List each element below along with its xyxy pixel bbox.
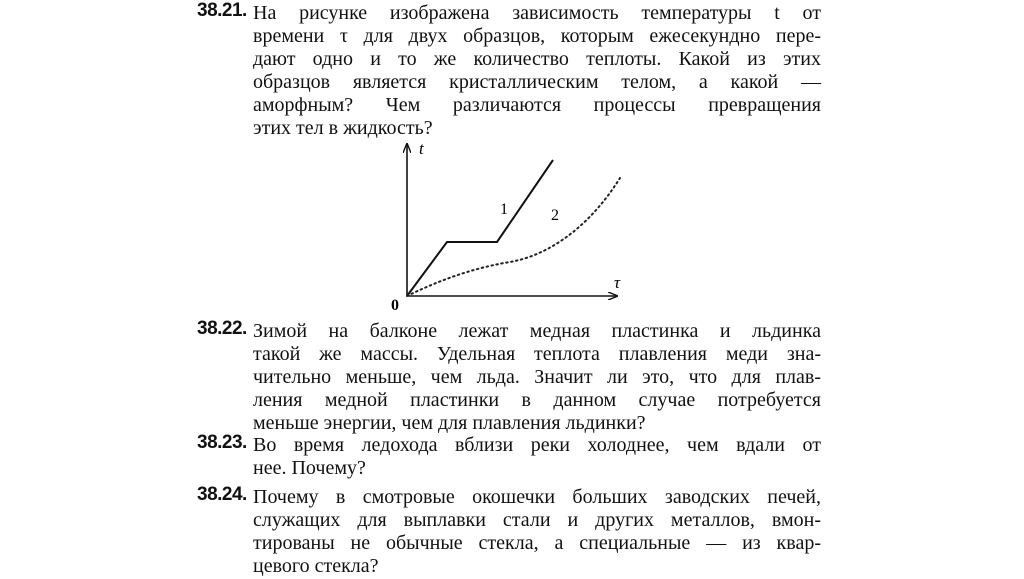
problem-text-line: чительно меньше, чем льда. Значит ли это, что для плав- bbox=[253, 366, 821, 388]
problem-number: 38.22. bbox=[197, 318, 247, 339]
problem-number: 38.23. bbox=[197, 432, 247, 453]
problem-text-line: аморфным? Чем различаются процессы превращения bbox=[253, 94, 821, 116]
curve-1-label: 1 bbox=[500, 201, 508, 218]
problem-text-line: меньше энергии, чем для плавления льдинки? bbox=[253, 412, 646, 434]
problem-text-line: служащих для выплавки стали и других металлов, вмон- bbox=[253, 509, 821, 531]
problem-text-line: этих тел в жидкость? bbox=[253, 117, 433, 139]
problem-text-line: нее. Почему? bbox=[253, 457, 366, 479]
x-axis-label: τ bbox=[614, 273, 621, 292]
temperature-time-graph bbox=[385, 138, 635, 318]
origin-label: 0 bbox=[391, 297, 399, 314]
problem-text-line: тированы не обычные стекла, а специальные — из квар- bbox=[253, 532, 821, 554]
problem-text-line: Во время ледохода вблизи реки холоднее, чем вдали от bbox=[253, 434, 821, 456]
problem-text-line: Зимой на балконе лежат медная пластинка и льдинка bbox=[253, 320, 821, 342]
curve-1-crystalline bbox=[407, 160, 553, 296]
problem-text-line: цевого стекла? bbox=[253, 555, 379, 577]
curve-2-label: 2 bbox=[551, 207, 559, 224]
problem-number: 38.24. bbox=[197, 484, 247, 505]
y-axis-label: t bbox=[419, 139, 424, 158]
curve-2-amorphous bbox=[407, 178, 620, 296]
problem-text-line: такой же массы. Удельная теплота плавления меди зна- bbox=[253, 343, 821, 365]
problem-text-line: дают одно и то же количество теплоты. Какой из этих bbox=[253, 48, 821, 70]
problem-text-line: На рисунке изображена зависимость температуры t от bbox=[253, 2, 821, 24]
problem-text-line: времени τ для двух образцов, которым ежесекундно пере- bbox=[253, 25, 821, 47]
problem-text-line: ления медной пластинки в данном случае потребуется bbox=[253, 389, 821, 411]
problem-text-line: образцов является кристаллическим телом, а какой — bbox=[253, 71, 821, 93]
problem-text-line: Почему в смотровые окошечки больших заводских печей, bbox=[253, 486, 821, 508]
problem-number: 38.21. bbox=[197, 0, 247, 21]
